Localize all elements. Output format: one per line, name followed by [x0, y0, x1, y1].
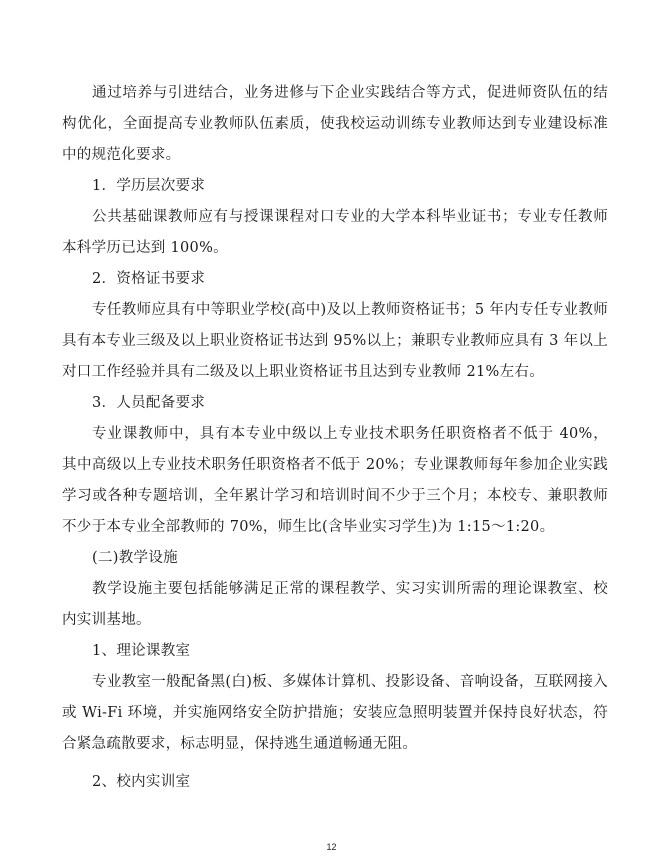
paragraph-teaching-facilities: 教学设施主要包括能够满足正常的课程教学、实习实训所需的理论课教室、校内实训基地。	[62, 581, 608, 628]
heading-education-requirements: 1．学历层次要求	[92, 178, 206, 194]
heading-training-rooms: 2、校内实训室	[92, 774, 191, 790]
heading-theory-classroom: 1、理论课教室	[92, 643, 191, 659]
paragraph-staffing-requirements: 专业课教师中，具有本专业中级以上专业技术职务任职资格者不低于 40%， 其中高级以上专业技术职务任职资格者不低于 20%；专业课教师每年参加企业实践学习或各种专题培训，全年累计学习和培训时间不少于三个月；本校专、兼职教师不少于本专业全部教师的 70%，师生比(含毕业实习学生)为 1:15～1:20。	[62, 426, 608, 535]
heading-teaching-facilities: (二)教学设施	[92, 550, 178, 566]
paragraph-intro: 通过培养与引进结合，业务进修与下企业实践结合等方式，促进师资队伍的结构优化，全面提高专业教师队伍素质，使我校运动训练专业教师达到专业建设标准中的规范化要求。	[62, 85, 608, 163]
paragraph-theory-classroom: 专业教室一般配备黑(白)板、多媒体计算机、投影设备、音响设备，互联网接入或 Wi-Fi 环境，并实施网络安全防护措施；安装应急照明装置并保持良好状态，符合紧急疏散要求，标志明显，保持逃生通道畅通无阻。	[62, 674, 608, 752]
heading-certificate-requirements: 2．资格证书要求	[92, 271, 206, 287]
paragraph-education-requirements: 公共基础课教师应有与授课课程对口专业的大学本科毕业证书；专业专任教师本科学历已达到 100%。	[62, 209, 608, 256]
paragraph-certificate-requirements: 专任教师应具有中等职业学校(高中)及以上教师资格证书；5 年内专任专业教师具有本专业三级及以上职业资格证书达到 95%以上；兼职专业教师应具有 3 年以上对口工作经验并具有二级及以上职业资格证书且达到专业教师 21%左右。	[62, 302, 608, 380]
page-number: 12	[326, 842, 337, 852]
heading-staffing-requirements: 3．人员配备要求	[92, 395, 206, 411]
